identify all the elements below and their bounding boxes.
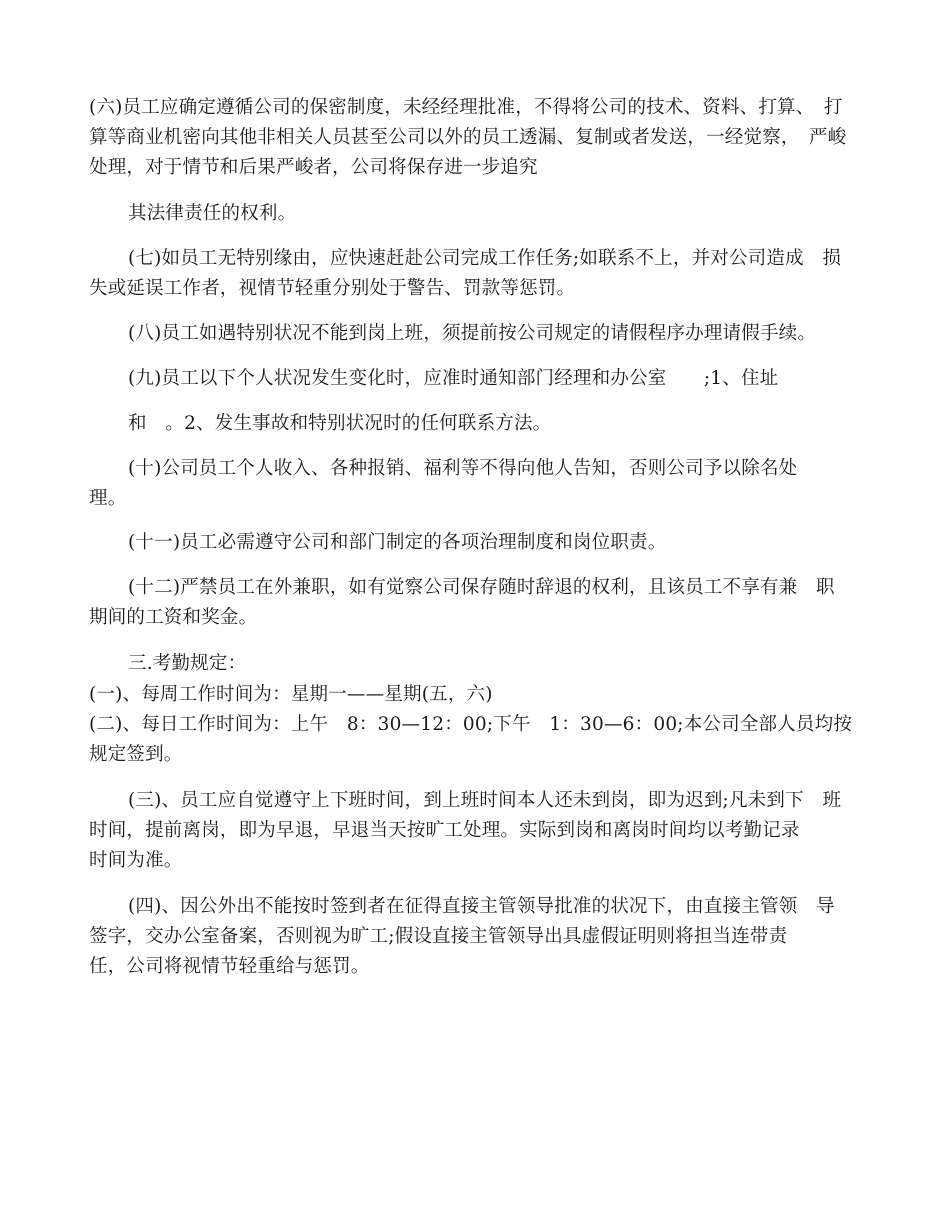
text-line: 期间的工资和奖金。 — [89, 607, 258, 628]
text-line: 失或延误工作者，视情节轻重分别处于警告、罚款等惩罚。 — [89, 278, 576, 299]
text-line: 处理，对于情节和后果严峻者，公司将保存进一步追究 — [89, 157, 538, 178]
text-line: (十)公司员工个人收入、各种报销、福利等不得向他人告知，否则公司予以除名处 — [128, 458, 798, 479]
text-line: (十二)严禁员工在外兼职，如有觉察公司保存随时辞退的权利，且该员工不享有兼 职 — [128, 577, 835, 598]
text-line: 其法律责任的权利。 — [128, 203, 297, 224]
text-line: 时间为准。 — [89, 850, 183, 871]
text-line: 签字，交办公室备案，否则视为旷工;假设直接主管领导出具虚假证明则将担当连带责 — [89, 926, 788, 947]
text-line: (七)如员工无特别缘由，应快速赶赴公司完成工作任务;如联系不上，并对公司造成 损 — [128, 248, 842, 269]
text-line: 任，公司将视情节轻重给与惩罚。 — [89, 956, 370, 977]
text-line: (一)、每周工作时间为：星期一——星期(五，六) — [89, 684, 493, 705]
text-line: 算等商业机密向其他非相关人员甚至公司以外的员工透漏、复制或者发送，一经觉察， 严峻 — [89, 127, 847, 148]
text-line: (十一)员工必需遵守公司和部门制定的各项治理制度和岗位职责。 — [128, 532, 667, 553]
text-line: (四)、因公外出不能按时签到者在征得直接主管领导批准的状况下，由直接主管领 导 — [128, 896, 835, 917]
text-line: 和 。2、发生事故和特别状况时的任何联系方法。 — [128, 413, 552, 434]
text-line: (三)、员工应自觉遵守上下班时间，到上班时间本人还未到岗，即为迟到;凡未到下 班 — [128, 790, 842, 811]
text-line: (八)员工如遇特别状况不能到岗上班，须提前按公司规定的请假程序办理请假手续。 — [128, 323, 817, 344]
text-line: (二)、每日工作时间为：上午 8：30—12：00;下午 1：30—6：00;本公司全部人员均按 — [89, 714, 853, 735]
section-heading: 三.考勤规定： — [128, 653, 247, 674]
text-line: (六)员工应确定遵循公司的保密制度，未经经理批准，不得将公司的技术、资料、打算、 打 — [89, 97, 843, 118]
text-line: 时间，提前离岗，即为早退，早退当天按旷工处理。实际到岗和离岗时间均以考勤记录 — [89, 820, 800, 841]
text-line: (九)员工以下个人状况发生变化时，应准时通知部门经理和办公室 ;1、住址 — [128, 368, 779, 389]
text-line: 理。 — [89, 488, 127, 509]
text-line: 规定签到。 — [89, 744, 183, 765]
